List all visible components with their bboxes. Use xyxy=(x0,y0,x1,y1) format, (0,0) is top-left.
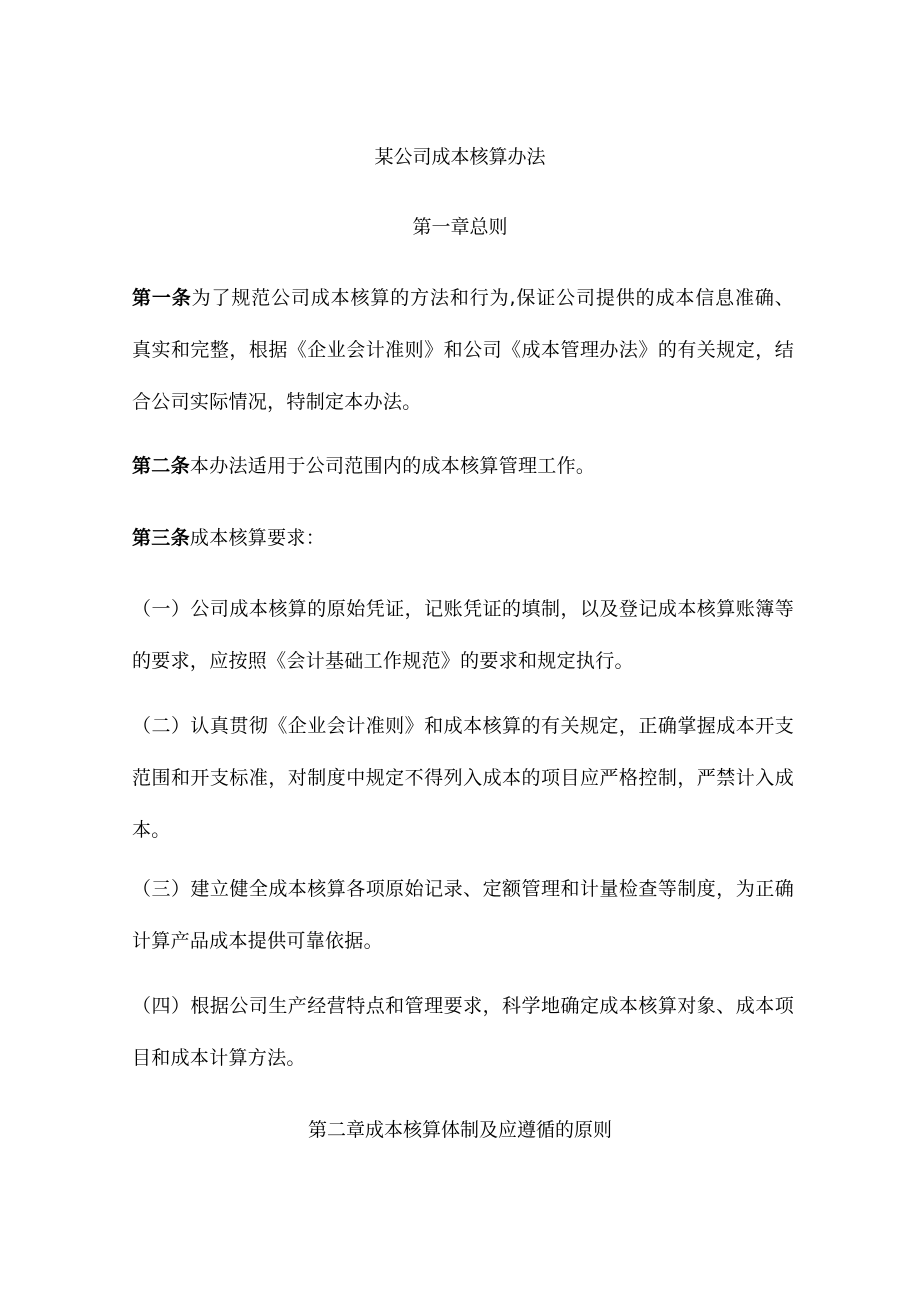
article-2-text: 本办法适用于公司范围内的成本核算管理工作。 xyxy=(189,455,596,477)
article-1-number: 第一条 xyxy=(132,287,192,309)
document-title: 某公司成本核算办法 xyxy=(374,146,546,168)
requirement-2: （二）认真贯彻《企业会计准则》和成本核算的有关规定，正确掌握成本开支范围和开支标准，对制度中规定不得列入成本的项目应严格控制，严禁计入成本。 xyxy=(132,715,794,841)
article-3 xyxy=(132,512,794,564)
article-1-text: 为了规范公司成本核算的方法和行为,保证公司提供的成本信息准确、真实和完整，根据《企业会计准则》和公司《成本管理办法》的有关规定，结合公司实际情况，特制定本办法。 xyxy=(132,287,794,413)
requirement-4: （四）根据公司生产经营特点和管理要求，科学地确定成本核算对象、成本项目和成本计算方法。 xyxy=(132,995,794,1069)
requirement-1: （一）公司成本核算的原始凭证，记账凭证的填制，以及登记成本核算账簿等的要求，应按照《会计基础工作规范》的要求和规定执行。 xyxy=(132,598,794,672)
article-3-number: 第三条 xyxy=(132,527,190,549)
article-2 xyxy=(132,440,794,492)
article-1 xyxy=(132,272,794,428)
requirement-3: （三）建立健全成本核算各项原始记录、定额管理和计量检查等制度，为正确计算产品成本提供可靠依据。 xyxy=(132,878,794,952)
chapter-1-heading: 第一章总则 xyxy=(412,216,508,238)
chapter-2-heading: 第二章成本核算体制及应遵循的原则 xyxy=(307,1119,612,1141)
article-2-number: 第二条 xyxy=(132,455,190,477)
article-3-text: 成本核算要求： xyxy=(189,527,326,549)
